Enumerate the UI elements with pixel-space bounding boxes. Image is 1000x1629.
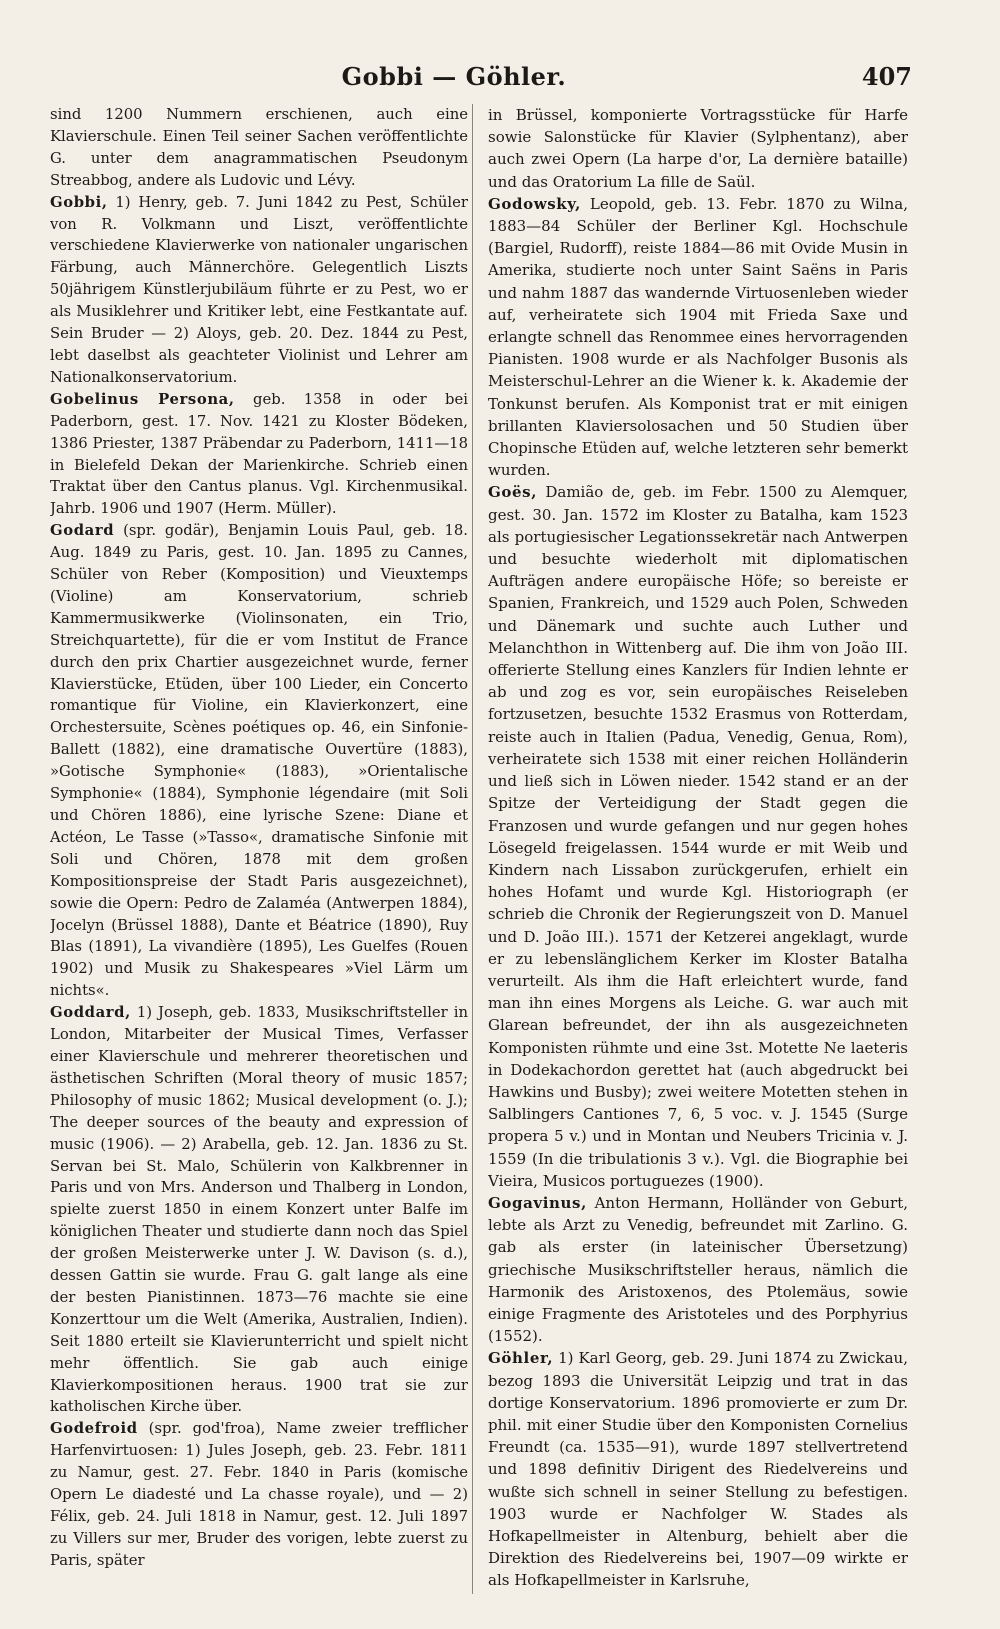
entry-headword: Goës, bbox=[488, 483, 538, 502]
dictionary-entry bbox=[50, 389, 468, 520]
dictionary-entry bbox=[50, 104, 468, 192]
entry-text: geb. 1358 in oder bei Paderborn, gest. 17. Nov. 1421 zu Kloster Bödeken, 1386 Priester, 1387 Präbendar zu Paderborn, 1411—18 in Bielefeld Dekan der Marienkirche. Schrieb einen Traktat über den Cantus planus. Vgl. Kirchenmusikal. Jahrb. 1906 und 1907 (Herm. Müller). bbox=[50, 390, 468, 518]
entry-text: Anton Hermann, Holländer von Geburt, lebte als Arzt zu Venedig, befreundet mit Zarlino. G. gab als erster (in lateinischer Übersetzung) griechische Musikschriftsteller heraus, nämlich die Harmonik des Aristoxenos, des Ptolemäus, sowie einige Fragmente des Aristoteles und des Porphyrius (1552). bbox=[488, 1193, 908, 1346]
left-column bbox=[50, 104, 468, 1609]
entry-text: in Brüssel, komponierte Vortragsstücke für Harfe sowie Salonstücke für Klavier (Sylphentanz), aber auch zwei Opern (La harpe d'or, La dernière bataille) und das Oratorium La fille de Saül. bbox=[488, 106, 908, 191]
entry-text: 1) Joseph, geb. 1833, Musikschriftsteller in London, Mitarbeiter der Musical Times, Verfasser einer Klavierschule und mehrerer theoretischen und ästhetischen Schriften (Moral theory of music 1857; Philosophy of music 1862; Musical development (o. J.); The deeper sources of the beauty and expression of music (1906). — 2) Arabella, geb. 12. Jan. 1836 zu St. Servan bei St. Malo, Schülerin von Kalkbrenner in Paris und von Mrs. Anderson und Thalberg in London, spielte zuerst 1850 in einem Konzert unter Balfe im königlichen Theater und studierte dann noch das Spiel der großen Meisterwerke unter J. W. Davison (s. d.), dessen Gattin sie wurde. Frau G. galt lange als eine der besten Pianistinnen. 1873—76 machte sie eine Konzerttour um die Welt (Amerika, Australien, Indien). Seit 1880 erteilt sie Klavierunterricht und spielt nicht mehr öffentlich. Sie gab auch einige Klavierkompositionen heraus. 1900 trat sie zur katholischen Kirche über. bbox=[50, 1004, 468, 1416]
entry-text: Leopold, geb. 13. Febr. 1870 zu Wilna, 1883—84 Schüler der Berliner Kgl. Hochschule (Bargiel, Rudorff), reiste 1884—86 mit Ovide Musin in Amerika, studierte noch unter Saint Saëns in Paris und nahm 1887 das wandernde Virtuosenleben wieder auf, verheiratete sich 1904 mit Frieda Saxe und erlangte schnell das Renommee eines hervorragenden Pianisten. 1908 wurde er als Nachfolger Busonis als Meisterschul-Lehrer an die Wiener k. k. Akademie der Tonkunst berufen. Als Komponist trat er mit einigen brillanten Klaviersolosachen und 50 Studien über Chopinsche Etüden auf, welche letzteren sehr bemerkt wurden. bbox=[488, 194, 908, 480]
page-number: 407 bbox=[861, 61, 912, 91]
dictionary-entry bbox=[488, 481, 908, 1192]
entry-headword: Gobelinus Persona, bbox=[50, 390, 235, 408]
running-header bbox=[46, 58, 912, 94]
running-title: Gobbi — Göhler. bbox=[341, 61, 567, 91]
dictionary-entry bbox=[488, 1192, 908, 1347]
dictionary-entry bbox=[50, 1002, 468, 1418]
dictionary-entry bbox=[50, 192, 468, 389]
entry-text: 1) Henry, geb. 7. Juni 1842 zu Pest, Schüler von R. Volkmann und Liszt, veröffentlichte verschiedene Klavierwerke von nationaler ungarischen Färbung, auch Männerchöre. Gelegentlich Liszts 50jährigem Künstlerjubiläum führte er zu Pest, wo er als Musiklehrer und Kritiker lebt, eine Festkantate auf. Sein Bruder — 2) Aloys, geb. 20. Dez. 1844 zu Pest, lebt daselbst als geachteter Violinist und Lehrer am Nationalkonservatorium. bbox=[50, 193, 468, 386]
dictionary-entry bbox=[488, 104, 908, 193]
dictionary-entry bbox=[50, 520, 468, 1002]
entry-text: (spr. god'froa), Name zweier trefflicher Harfenvirtuosen: 1) Jules Joseph, geb. 23. Febr. 1811 zu Namur, gest. 27. Febr. 1840 in Paris (komische Opern Le diadesté und La chasse royale), und — 2) Félix, geb. 24. Juli 1818 in Namur, gest. 12. Juli 1897 zu Villers sur mer, Bruder des vorigen, lebte zuerst zu Paris, später bbox=[50, 1420, 468, 1569]
dictionary-entry bbox=[488, 1347, 908, 1591]
dictionary-entry bbox=[50, 1418, 468, 1571]
entry-headword: Gogavinus, bbox=[488, 1193, 587, 1212]
dictionary-entry bbox=[488, 193, 908, 482]
entry-headword: Gobbi, bbox=[50, 193, 108, 211]
right-column bbox=[488, 104, 908, 1609]
entry-text: 1) Karl Georg, geb. 29. Juni 1874 zu Zwickau, bezog 1893 die Universität Leipzig und trat in das dortige Konservatorium. 1896 promovierte er zum Dr. phil. mit einer Studie über den Komponisten Cornelius Freundt (ca. 1535—91), wurde 1897 stellvertretend und 1898 definitiv Dirigent des Riedelvereins und wußte sich schnell in seiner Stellung zu befestigen. 1903 wurde er Nachfolger W. Stades als Hofkapellmeister in Altenburg, behielt aber die Direktion des Riedelvereins bei, 1907—09 wirkte er als Hofkapellmeister in Karlsruhe, bbox=[488, 1349, 908, 1590]
entry-text: sind 1200 Nummern erschienen, auch eine Klavierschule. Einen Teil seiner Sachen veröffentlichte G. unter dem anagrammatischen Pseudonym Streabbog, andere als Ludovic und Lévy. bbox=[50, 106, 468, 189]
entry-headword: Godowsky, bbox=[488, 194, 581, 213]
entry-text: (spr. godär), Benjamin Louis Paul, geb. 18. Aug. 1849 zu Paris, gest. 10. Jan. 1895 zu Cannes, Schüler von Reber (Komposition) und Vieuxtemps (Violine) am Konservatorium, schrieb Kammermusikwerke (Violinsonaten, ein Trio, Streichquartette), für die er vom Institut de France durch den prix Chartier ausgezeichnet wurde, ferner Klavierstücke, Etüden, über 100 Lieder, ein Concerto romantique für Violine, ein Klavierkonzert, eine Orchestersuite, Scènes poétiques op. 46, ein Sinfonie-Ballett (1882), eine dramatische Ouvertüre (1883), »Gotische Symphonie« (1883), »Orientalische Symphonie« (1884), Symphonie légendaire (mit Soli und Chören 1886), eine lyrische Szene: Diane et Actéon, Le Tasse (»Tasso«, dramatische Sinfonie mit Soli und Chören, 1878 mit dem großen Kompositionspreise der Stadt Paris ausgezeichnet), sowie die Opern: Pedro de Zalaméa (Antwerpen 1884), Jocelyn (Brüssel 1888), Dante et Béatrice (1890), Ruy Blas (1891), La vivandière (1895), Les Guelfes (Rouen 1902) und Musik zu Shakespeares »Viel Lärm um nichts«. bbox=[50, 522, 468, 1000]
column-divider bbox=[472, 104, 473, 1594]
entry-text: Damião de, geb. im Febr. 1500 zu Alemquer, gest. 30. Jan. 1572 im Kloster zu Batalha, kam 1523 als portugiesischer Legationssekretär nach Antwerpen und besuchte wiederholt mit diplomatischen Aufträgen andere europäische Höfe; so bereiste er Spanien, Frankreich, und 1529 auch Polen, Schweden und Dänemark und suchte auch Luther und Melanchthon in Wittenberg auf. Die ihm von João III. offerierte Stellung eines Kanzlers für Indien lehnte er ab und zog es vor, sein europäisches Reiseleben fortzusetzen, besuchte 1532 Erasmus von Rotterdam, reiste auch in Italien (Padua, Venedig, Genua, Rom), verheiratete sich 1538 mit einer reichen Holländerin und ließ sich in Löwen nieder. 1542 stand er an der Spitze der Verteidigung der Stadt gegen die Franzosen und wurde gefangen und nur gegen hohes Lösegeld freigelassen. 1544 wurde er mit Weib und Kindern nach Lissabon zurückgerufen, erhielt ein hohes Hofamt und wurde Kgl. Historiograph (er schrieb die Chronik der Regierungszeit von D. Manuel und D. João III.). 1571 der Ketzerei angeklagt, wurde er zu lebenslänglichem Kerker im Kloster Batalha verurteilt. Als ihm die Haft erleichtert wurde, fand man ihn eines Morgens als Leiche. G. war auch mit Glarean befreundet, der ihn als ausgezeichneten Komponisten rühmte und eine 3st. Motette Ne laeteris in Dodekachordon gerettet hat (auch abgedruckt bei Hawkins und Busby); zwei weitere Motetten stehen in Salblingers Cantiones 7, 6, 5 voc. v. J. 1545 (Surge propera 5 v.) und in Montan und Neubers Tricinia v. J. 1559 (In die tribulationis 3 v.). Vgl. die Biographie bei Vieira, Musicos portuguezes (1900). bbox=[488, 483, 908, 1190]
entry-headword: Goddard, bbox=[50, 1004, 131, 1022]
entry-headword: Göhler, bbox=[488, 1349, 554, 1368]
entry-headword: Godard bbox=[50, 522, 115, 540]
entry-headword: Godefroid bbox=[50, 1420, 138, 1438]
